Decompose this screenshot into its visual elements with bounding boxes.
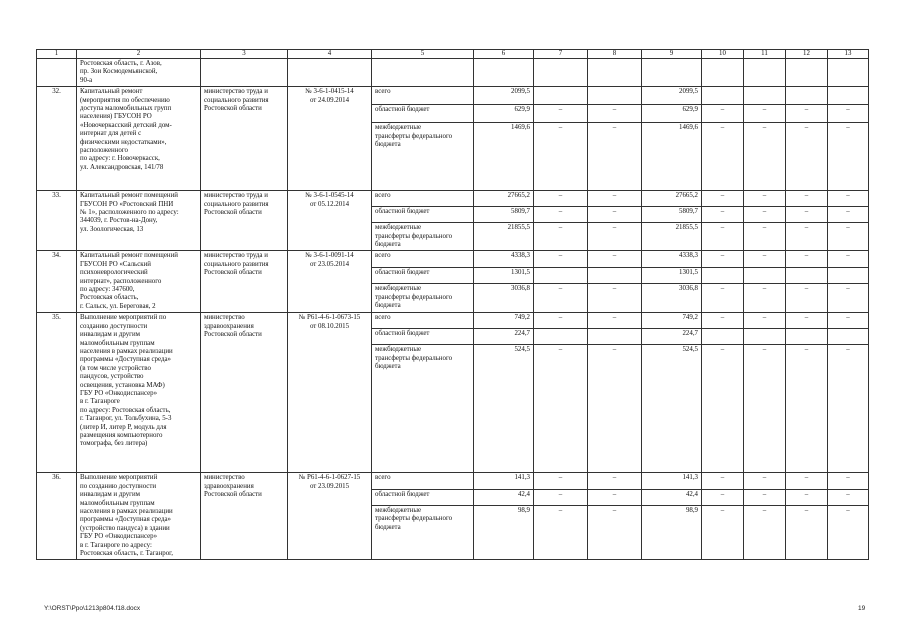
amount-cell: – [588, 506, 642, 560]
amount-cell [588, 267, 642, 283]
amount-cell: – [534, 207, 588, 223]
amount-cell: – [786, 251, 828, 267]
amount-cell: – [588, 207, 642, 223]
amount-cell: – [786, 473, 828, 489]
amount-cell: – [588, 105, 642, 123]
funding-source-cell: межбюджетные трансферты федерального бюджета [372, 284, 474, 313]
amount-cell: – [744, 207, 786, 223]
column-number: 1 [37, 50, 77, 59]
amount-cell: – [702, 123, 744, 191]
column-number: 7 [534, 50, 588, 59]
object-name-cell: Капитальный ремонт помещений ГБУСОН РО «Сальский психоневрологический интернат», расположенного по адресу: 347600, Ростовская область, г. Сальск, ул. Береговая, 2 [77, 251, 201, 313]
amount-cell: 4338,3 [474, 251, 534, 267]
document-cell: № Р61-4-6-1-0673-15 от 08.10.2015 [288, 313, 372, 473]
value-cell [534, 59, 588, 87]
amount-cell: – [786, 313, 828, 329]
amount-cell: – [786, 207, 828, 223]
continuation-row [37, 59, 869, 87]
funding-source-cell: межбюджетные трансферты федерального бюджета [372, 223, 474, 251]
amount-cell: – [702, 207, 744, 223]
object-row [37, 473, 869, 489]
amount-cell [828, 87, 869, 105]
amount-cell: – [786, 284, 828, 313]
amount-cell: – [588, 489, 642, 505]
document-cell: № 3-6-1-0545-14 от 05.12.2014 [288, 191, 372, 251]
amount-cell: 629,9 [642, 105, 702, 123]
amount-cell [702, 329, 744, 345]
amount-cell: – [702, 251, 744, 267]
funding-source-cell: межбюджетные трансферты федерального бюджета [372, 123, 474, 191]
column-number: 11 [744, 50, 786, 59]
object-name-cell: Капитальный ремонт помещений ГБУСОН РО «Ростовский ПНИ № 1», расположенного по адресу: 344039, г. Ростов-на-Дону, ул. Зоологическая, 13 [77, 191, 201, 251]
row-number-cell: 32. [37, 87, 77, 191]
column-number: 9 [642, 50, 702, 59]
amount-cell: – [534, 284, 588, 313]
column-number: 13 [828, 50, 869, 59]
amount-cell [534, 87, 588, 105]
amount-cell: – [588, 223, 642, 251]
value-cell [588, 59, 642, 87]
funding-source-cell: всего [372, 313, 474, 329]
amount-cell: 42,4 [642, 489, 702, 505]
amount-cell: 21855,5 [642, 223, 702, 251]
amount-cell [588, 329, 642, 345]
amount-cell: 629,9 [474, 105, 534, 123]
amount-cell [534, 267, 588, 283]
amount-cell: – [744, 489, 786, 505]
amount-cell [744, 267, 786, 283]
amount-cell: 1469,6 [474, 123, 534, 191]
amount-cell: – [828, 284, 869, 313]
amount-cell: – [828, 191, 869, 207]
ministry-cell: министерство труда и социального развития Ростовской области [201, 87, 288, 191]
column-number: 12 [786, 50, 828, 59]
amount-cell: – [828, 223, 869, 251]
amount-cell: 4338,3 [642, 251, 702, 267]
amount-cell: – [744, 345, 786, 473]
object-row [37, 313, 869, 329]
amount-cell: – [786, 506, 828, 560]
file-path: Y:\ORST\Ppo\1213p804.f18.docx [44, 605, 141, 612]
funding-source-cell: областной бюджет [372, 267, 474, 283]
document-cell: № 3-6-1-0091-14 от 23.05.2014 [288, 251, 372, 313]
column-number: 10 [702, 50, 744, 59]
amount-cell: – [744, 313, 786, 329]
amount-cell: – [744, 123, 786, 191]
amount-cell [828, 267, 869, 283]
amount-cell: – [828, 489, 869, 505]
amount-cell: – [702, 473, 744, 489]
amount-cell: – [744, 251, 786, 267]
amount-cell: – [828, 105, 869, 123]
ministry-cell: министерство здравоохранения Ростовской области [201, 473, 288, 560]
document-cell: № Р61-4-6-1-0627-15 от 23.09.2015 [288, 473, 372, 560]
amount-cell: 141,3 [474, 473, 534, 489]
amount-cell: – [828, 123, 869, 191]
amount-cell: 3036,8 [474, 284, 534, 313]
ministry-cell: министерство труда и социального развития Ростовской области [201, 191, 288, 251]
funding-source-cell: областной бюджет [372, 105, 474, 123]
amount-cell: – [534, 123, 588, 191]
page-number: 19 [858, 605, 866, 612]
amount-cell: – [588, 313, 642, 329]
amount-cell: 98,9 [474, 506, 534, 560]
object-row [37, 251, 869, 267]
amount-cell: – [534, 473, 588, 489]
row-number-cell: 33. [37, 191, 77, 251]
value-cell [828, 59, 869, 87]
amount-cell: – [702, 105, 744, 123]
amount-cell: 749,2 [642, 313, 702, 329]
object-name-cell: Выполнение мероприятий по созданию доступности инвалидам и другим маломобильным группам населения в рамках реализации программы «Доступная среда» (в том числе устройство пандусов, устройство освещения, установка МАФ) ГБУ РО «Онкодиспансер» в г. Таганроге по адресу: Ростовская область, г. Таганрог, ул. Тольбухина, 5-3 (литер И, литер Р, модуль для размещения компьютерного томографа, без литера) [77, 313, 201, 473]
funding-source-cell: областной бюджет [372, 329, 474, 345]
amount-cell: – [702, 223, 744, 251]
amount-cell: – [588, 345, 642, 473]
amount-cell: – [534, 313, 588, 329]
amount-cell [702, 267, 744, 283]
amount-cell: 27665,2 [474, 191, 534, 207]
amount-cell: – [534, 345, 588, 473]
column-number: 3 [201, 50, 288, 59]
amount-cell [702, 87, 744, 105]
row-number-cell: 34. [37, 251, 77, 313]
amount-cell: 5809,7 [642, 207, 702, 223]
amount-cell: – [744, 473, 786, 489]
amount-cell: 224,7 [474, 329, 534, 345]
amount-cell: 524,5 [642, 345, 702, 473]
amount-cell: – [702, 489, 744, 505]
amount-cell: – [744, 506, 786, 560]
row-number-cell: 35. [37, 313, 77, 473]
amount-cell: – [828, 251, 869, 267]
column-number: 6 [474, 50, 534, 59]
funding-source-cell: межбюджетные трансферты федерального бюджета [372, 506, 474, 560]
amount-cell: 3036,8 [642, 284, 702, 313]
source-cell [372, 59, 474, 87]
amount-cell: – [588, 473, 642, 489]
column-number: 2 [77, 50, 201, 59]
amount-cell: – [534, 251, 588, 267]
amount-cell: – [534, 223, 588, 251]
row-number-cell: 36. [37, 473, 77, 560]
amount-cell: – [702, 313, 744, 329]
amount-cell: – [534, 489, 588, 505]
funding-source-cell: всего [372, 473, 474, 489]
amount-cell: – [828, 506, 869, 560]
amount-cell: – [702, 345, 744, 473]
amount-cell: 224,7 [642, 329, 702, 345]
funding-source-cell: всего [372, 87, 474, 105]
funding-source-cell: областной бюджет [372, 489, 474, 505]
value-cell [642, 59, 702, 87]
amount-cell: – [786, 345, 828, 473]
amount-cell [828, 329, 869, 345]
funding-source-cell: межбюджетные трансферты федерального бюджета [372, 345, 474, 473]
column-number: 5 [372, 50, 474, 59]
amount-cell: – [744, 284, 786, 313]
amount-cell [744, 329, 786, 345]
column-number-row [37, 50, 869, 59]
document-cell [288, 59, 372, 87]
amount-cell: 1301,5 [642, 267, 702, 283]
amount-cell [534, 329, 588, 345]
object-name-cell: Выполнение мероприятий по созданию доступности инвалидам и другим маломобильным группам населения в рамках реализации программы «Доступная среда» (устройство пандуса) в здании ГБУ РО «Онкодиспансер» в г. Таганроге по адресу: Ростовская область, г. Таганрог, [77, 473, 201, 560]
column-number: 4 [288, 50, 372, 59]
amount-cell: 98,9 [642, 506, 702, 560]
object-name-cell: Капитальный ремонт (мероприятия по обеспечению доступа маломобильных групп населения) ГБУСОН РО «Новочеркасский детский дом- интернат для детей с физическими недостатками», расположенного по адресу: г. Новочеркасск, ул. Александровская, 141/78 [77, 87, 201, 191]
row-number-cell [37, 59, 77, 87]
program-table [36, 49, 869, 560]
amount-cell: 27665,2 [642, 191, 702, 207]
amount-cell: 2099,5 [474, 87, 534, 105]
column-number: 8 [588, 50, 642, 59]
amount-cell: – [786, 489, 828, 505]
funding-source-cell: областной бюджет [372, 207, 474, 223]
ministry-cell: министерство труда и социального развития Ростовской области [201, 251, 288, 313]
amount-cell: 5809,7 [474, 207, 534, 223]
table-body [37, 50, 869, 560]
value-cell [474, 59, 534, 87]
amount-cell: – [702, 284, 744, 313]
amount-cell: 524,5 [474, 345, 534, 473]
amount-cell: – [588, 191, 642, 207]
value-cell [744, 59, 786, 87]
object-row [37, 87, 869, 105]
amount-cell: – [588, 123, 642, 191]
value-cell [702, 59, 744, 87]
ministry-cell: министерство здравоохранения Ростовской области [201, 313, 288, 473]
amount-cell: – [828, 345, 869, 473]
amount-cell: – [588, 284, 642, 313]
amount-cell: 1469,6 [642, 123, 702, 191]
funding-source-cell: всего [372, 191, 474, 207]
amount-cell: – [534, 191, 588, 207]
object-row [37, 191, 869, 207]
amount-cell: – [744, 105, 786, 123]
amount-cell [786, 87, 828, 105]
value-cell [786, 59, 828, 87]
amount-cell: – [828, 313, 869, 329]
amount-cell: 21855,5 [474, 223, 534, 251]
amount-cell: 1301,5 [474, 267, 534, 283]
amount-cell: 749,2 [474, 313, 534, 329]
amount-cell: – [534, 506, 588, 560]
amount-cell: 2099,5 [642, 87, 702, 105]
amount-cell: – [828, 473, 869, 489]
funding-source-cell: всего [372, 251, 474, 267]
amount-cell: – [786, 123, 828, 191]
amount-cell: 141,3 [642, 473, 702, 489]
amount-cell [786, 329, 828, 345]
amount-cell: – [702, 506, 744, 560]
amount-cell [744, 87, 786, 105]
amount-cell: – [534, 105, 588, 123]
amount-cell: – [786, 223, 828, 251]
amount-cell: – [702, 191, 744, 207]
amount-cell: – [744, 223, 786, 251]
ministry-cell [201, 59, 288, 87]
amount-cell: – [786, 191, 828, 207]
document-cell: № 3-6-1-0415-14 от 24.09.2014 [288, 87, 372, 191]
amount-cell: – [786, 105, 828, 123]
object-name-cell: Ростовская область, г. Азов, пр. Зои Космодемьянской, 90-а [77, 59, 201, 87]
amount-cell [588, 87, 642, 105]
amount-cell: 42,4 [474, 489, 534, 505]
amount-cell: – [744, 191, 786, 207]
amount-cell: – [588, 251, 642, 267]
amount-cell [786, 267, 828, 283]
amount-cell: – [828, 207, 869, 223]
